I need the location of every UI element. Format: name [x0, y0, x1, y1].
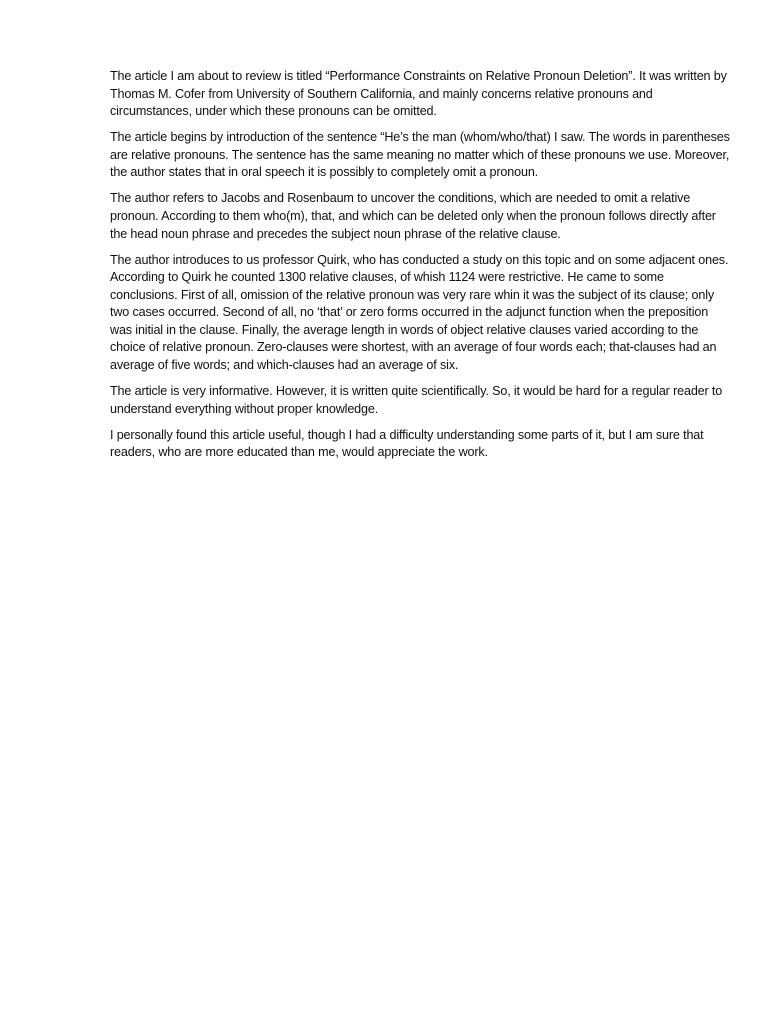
- paragraph-jacobs-rosenbaum: The author refers to Jacobs and Rosenbaum to uncover the conditions, which are needed to omit a relative pronoun. According to them who(m), that, and which can be deleted only when the pronoun follows directly after the head noun phrase and precedes the subject noun phrase of the relative clause.: [110, 191, 716, 241]
- paragraph-quirk-study: The author introduces to us professor Quirk, who has conducted a study on this topic and on some adjacent ones. According to Quirk he counted 1300 relative clauses, of whish 1124 were restrictive. He came to some conclusions. First of all, omission of the relative pronoun was very rare whin it was the subject of its clause; only two cases occurred. Second of all, no ‘that’ or zero forms occurred in the adjunct function when the preposition was initial in the clause. Finally, the average length in words of object relative clauses varied according to the choice of relative pronoun. Zero-clauses were shortest, with an average of four words each; that-clauses had an average of five words; and which-clauses had an average of six.: [110, 252, 729, 373]
- paragraph-intro: The article I am about to review is titled “Performance Constraints on Relative Pronoun Deletion”. It was written by Thomas M. Cofer from University of Southern California, and mainly concerns relative pronouns and circumstances, under which these pronouns can be omitted.: [110, 69, 727, 119]
- paragraph-evaluation: The article is very informative. However, it is written quite scientifically. So, it would be hard for a regular reader to understand everything without proper knowledge.: [110, 384, 723, 416]
- paragraph-example-sentence: The article begins by introduction of the sentence “He’s the man (whom/who/that) I saw. The words in parentheses are relative pronouns. The sentence has the same meaning no matter which of these pronouns we use. Moreover, the author states that in oral speech it is possibly to completely omit a pronoun.: [110, 130, 730, 180]
- document-body: [110, 68, 730, 470]
- paragraph-conclusion: I personally found this article useful, though I had a difficulty understanding some parts of it, but I am sure that readers, who are more educated than me, would appreciate the work.: [110, 427, 704, 460]
